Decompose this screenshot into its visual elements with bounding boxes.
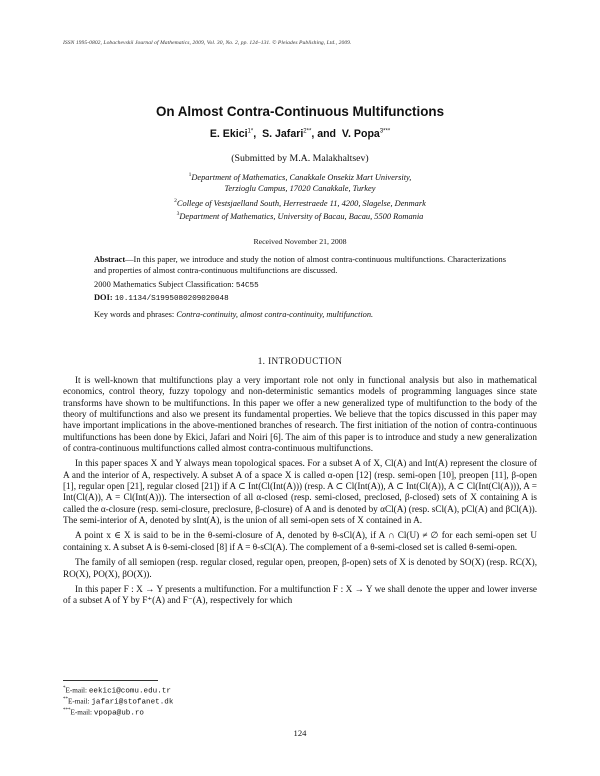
footnote-divider	[63, 680, 158, 681]
doi	[94, 293, 229, 303]
author-name: E. Ekici	[209, 128, 248, 140]
footnote-3	[63, 708, 144, 717]
msc-classification	[94, 280, 259, 290]
section-heading: 1. INTRODUCTION	[257, 356, 343, 366]
abstract-label: Abstract	[94, 255, 126, 264]
footnote-label: E-mail:	[70, 708, 93, 717]
footnote-1	[63, 686, 171, 695]
affiliation-line: College of Vestsjaelland South, Herrestraede 11, 4200, Slagelse, Denmark	[176, 198, 426, 208]
keywords-label: Key words and phrases:	[94, 310, 175, 319]
page-number: 124	[293, 728, 307, 738]
received-date: Received November 21, 2008	[253, 237, 347, 246]
email-link[interactable]: eekici@comu.edu.tr	[88, 687, 171, 696]
footnote-marker: *	[63, 686, 66, 691]
submitted-by: (Submitted by M.A. Malakhaltsev)	[231, 153, 369, 164]
footnote-label: E-mail:	[68, 697, 90, 706]
body-text	[63, 375, 537, 611]
keywords	[94, 310, 373, 319]
affiliation-1	[0, 170, 600, 194]
email-link[interactable]: vpopa@ub.ro	[93, 709, 144, 718]
author-marker: 3***	[379, 128, 391, 135]
paper-title: On Almost Contra-Continuous Multifunctions	[155, 104, 445, 119]
paragraph: It is well-known that multifunctions play a very important role not only in functional analysis but also in mathematical economics, control theory, fuzzy topology and non-deterministic semantics models of programming languages since state transforms have shown to be multifunctions. In this paper we offer a new generalized type of multifunction to the body of the theory of multifunctions and also we present its fundamental properties. We believe that the topics discussed in this paper may have important implications in the above-mentioned branches of research. The first initiation of the notion of contra-continuous multifunctions has been done by Ekici, Jafari and Noiri [6]. The aim of this paper is to introduce and study a new generalization of contra-continuous multifunctions called almost contra-continuous multifunctions.	[63, 375, 537, 454]
paragraph: A point x ∈ X is said to be in the θ-semi-closure of A, denoted by θ-sCl(A), if A ∩ Cl(U) ≠ ∅ for each semi-open set U containing x. A subset A is θ-semi-closed [8] if A = θ-sCl(A). The complement of a θ-semi-closed set is called θ-semi-open.	[63, 530, 537, 552]
abstract-text: —In this paper, we introduce and study the notion of almost contra-continuous multifunctions. Characterizations and properties of almost contra-continuous multifunctions are discussed.	[94, 255, 506, 276]
affiliation-marker: 1	[188, 172, 192, 178]
author-list: E. Ekici$^{1*}$, S. Jafari$^{2**}$, and V. Popa$^{3***}$	[209, 128, 391, 140]
keywords-text: Contra-continuity, almost contra-continuity, multifunction.	[176, 310, 374, 319]
footnote-2	[63, 697, 173, 706]
author-name: S. Jafari	[262, 128, 304, 140]
paragraph: The family of all semiopen (resp. regular closed, regular open, preopen, β-open) sets of X is denoted by SO(X) (resp. RC(X), RO(X), PO(X), βO(X)).	[63, 557, 537, 579]
doi-label: DOI:	[94, 293, 113, 302]
footnote-marker: ***	[63, 708, 71, 713]
msc-code: 54C55	[235, 282, 259, 290]
affiliation-2	[0, 196, 600, 209]
paragraph: In this paper spaces X and Y always mean topological spaces. For a subset A of X, Cl(A) and Int(A) represent the closure of A and the interior of A, respectively. A subset A of a space X is called α-open [12] (resp. semi-open [10], preopen [11], β-open [1], regular open [21], regular closed [21]) if A ⊂ Int(Cl(Int(A))) (resp. A ⊂ Cl(Int(A)), A ⊂ Int(Cl(A)), A ⊂ Cl(Int(Cl(A))), A = Int(Cl(A)), A = Cl(Int(A))). The intersection of all α-closed (resp. semi-closed, preclosed, β-closed) sets of X containing A is called the α-closure (resp. semi-closure, preclosure, β-closure) of A and is denoted by αCl(A) (resp. sCl(A), pCl(A) and βCl(A)). The semi-interior of A, denoted by sInt(A), is the union of all semi-open sets of X contained in A.	[63, 458, 537, 526]
email-link[interactable]: jafari@stofanet.dk	[91, 698, 174, 707]
footnote-marker: **	[63, 697, 68, 702]
affiliation-marker: 3	[176, 211, 180, 217]
affiliation-marker: 2	[174, 198, 177, 204]
doi-link[interactable]: 10.1134/S1995080209020048	[114, 295, 229, 303]
affiliation-line: Department of Mathematics, University of Bacau, Bacau, 5500 Romania	[179, 211, 424, 221]
affiliation-line: Department of Mathematics, Canakkale Onsekiz Mart University,	[191, 172, 412, 182]
author-marker: 2**	[303, 128, 312, 135]
affiliation-3	[0, 209, 600, 222]
author-marker: 1*	[247, 128, 254, 135]
footnote-label: E-mail:	[65, 686, 88, 695]
paragraph: In this paper F : X → Y presents a multifunction. For a multifunction F : X → Y we shall denote the upper and lower inverse of a subset A of Y by F⁺(A) and F⁻(A), respectively for which	[63, 583, 537, 606]
affiliation-line: Terzioglu Campus, 17020 Canakkale, Turkey	[224, 183, 376, 193]
journal-header: ISSN 1995-0802, Lobachevskii Journal of Mathematics, 2009, Vol. 30, No. 2, pp. 124–131. © Pleiades Publishing, Ltd., 2009.	[63, 40, 352, 46]
author-name: V. Popa	[341, 128, 380, 140]
abstract	[94, 254, 506, 276]
msc-label: 2000 Mathematics Subject Classification:	[94, 280, 234, 289]
